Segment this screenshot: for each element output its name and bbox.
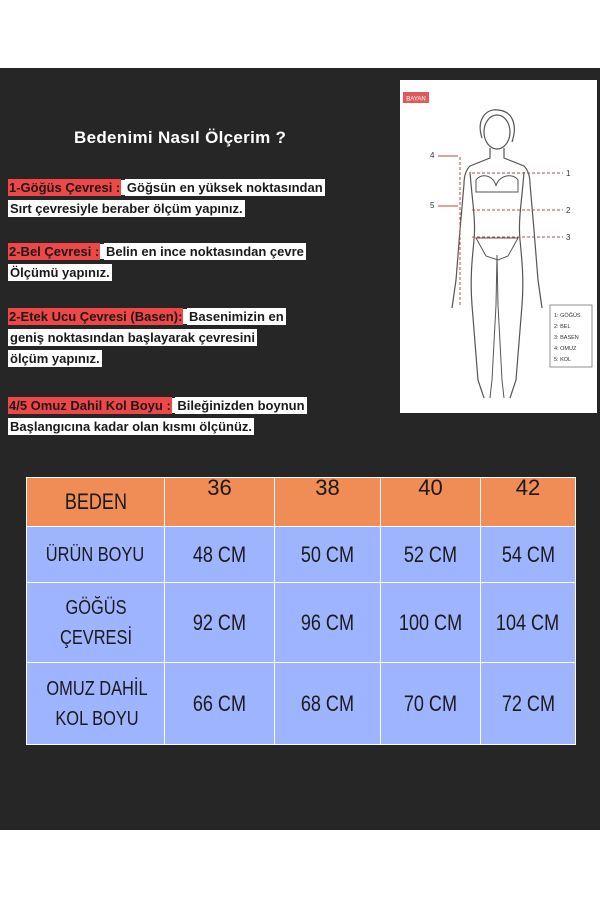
table-cell: 100 CM	[381, 583, 481, 663]
table-cell: 104 CM	[481, 583, 576, 663]
legend-item: 4: OMUZ	[554, 346, 577, 352]
instruction-label: 1-Göğüs Çevresi :	[9, 180, 121, 195]
table-cell: 96 CM	[275, 583, 381, 663]
instruction-text: Göğsün en yüksek noktasından	[126, 180, 323, 195]
size-table	[26, 477, 576, 745]
marker-5: 5	[430, 201, 435, 210]
marker-4: 4	[430, 151, 435, 160]
instruction-text: Basenimizin en	[189, 309, 284, 324]
body-outline-illustration	[400, 80, 597, 413]
figure-tag: BAYAN	[406, 96, 426, 103]
table-cell: 92 CM	[165, 583, 275, 663]
instruction-text: Sırt çevresiyle beraber ölçüm yapınız.	[10, 201, 243, 216]
instruction-text: Başlangıcına kadar olan kısmı ölçünüz.	[10, 419, 253, 434]
instruction-label: 2-Bel Çevresi :	[9, 244, 100, 259]
marker-1: 1	[566, 169, 571, 178]
table-header-cell: 40	[381, 478, 481, 527]
legend-item: 1: GÖĞÜS	[554, 313, 581, 319]
marker-2: 2	[566, 206, 571, 215]
table-row-label: GÖĞÜS ÇEVRESİ	[27, 583, 165, 663]
instruction-chest	[8, 180, 325, 222]
table-row	[27, 663, 576, 745]
table-header-cell: BEDEN	[27, 478, 165, 527]
table-row	[27, 527, 576, 583]
table-cell: 52 CM	[381, 527, 481, 583]
instruction-label: 2-Etek Ucu Çevresi (Basen):	[9, 309, 183, 324]
instruction-text: Belin en ince noktasından çevre	[105, 244, 304, 259]
marker-3: 3	[566, 233, 571, 242]
legend-item: 2: BEL	[554, 324, 571, 330]
instruction-text: ölçüm yapınız.	[10, 351, 100, 366]
table-cell: 54 CM	[481, 527, 576, 583]
table-header-cell: 42	[481, 478, 576, 527]
table-cell: 66 CM	[165, 663, 275, 745]
instruction-text: Ölçümü yapınız.	[10, 265, 110, 280]
table-row-label: ÜRÜN BOYU	[27, 527, 165, 583]
instruction-sleeve	[8, 398, 307, 440]
instruction-text: Bileğinizden boynun	[177, 398, 305, 413]
table-row-label: OMUZ DAHİL KOL BOYU	[27, 663, 165, 745]
measurement-figure	[400, 80, 597, 413]
page-title: Bedenimi Nasıl Ölçerim ?	[74, 128, 287, 147]
instruction-hip	[8, 309, 286, 372]
instruction-label: 4/5 Omuz Dahil Kol Boyu :	[9, 398, 171, 413]
table-header-cell: 36	[165, 478, 275, 527]
table-cell: 68 CM	[275, 663, 381, 745]
table-cell: 72 CM	[481, 663, 576, 745]
instruction-waist	[8, 244, 306, 286]
legend-item: 3: BASEN	[554, 335, 579, 341]
table-cell: 70 CM	[381, 663, 481, 745]
instruction-text: geniş noktasından başlayarak çevresini	[10, 330, 255, 345]
table-header-cell: 38	[275, 478, 381, 527]
table-row	[27, 583, 576, 663]
legend-item: 5: KOL	[554, 357, 572, 363]
table-cell: 48 CM	[165, 527, 275, 583]
table-cell: 50 CM	[275, 527, 381, 583]
table-header-row	[27, 478, 576, 527]
